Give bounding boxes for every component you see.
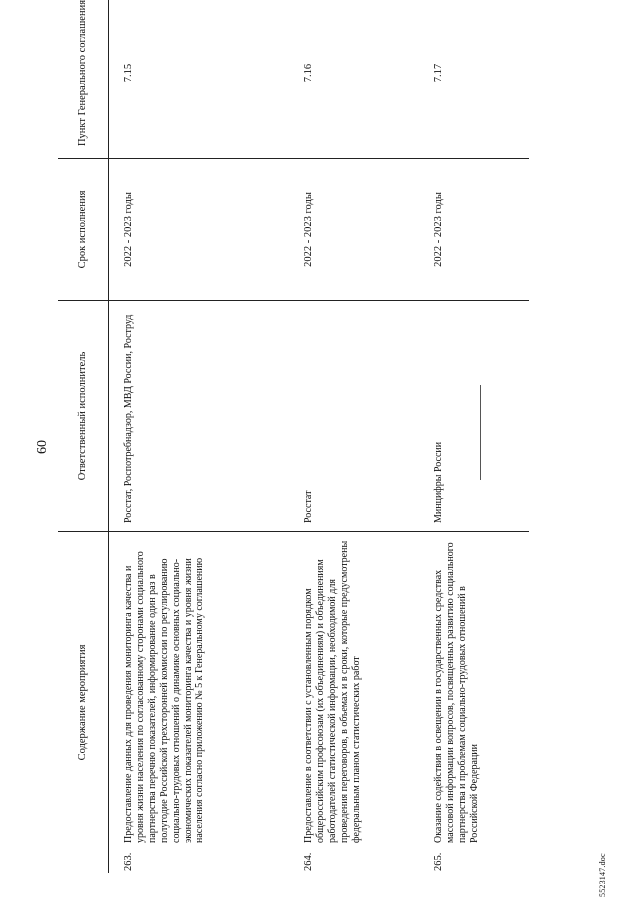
- row-number: 264.: [303, 852, 314, 871]
- row-content-text: Оказание содействия в освещении в государственных средствах массовой информации вопросов, посвященных развитию социального партнерства и проблемам социально-трудовых отношений в Российской Федерации: [433, 542, 480, 843]
- row-content-cell: [289, 532, 419, 874]
- table-row: [419, 0, 529, 873]
- row-executor-text: Росстат: [303, 490, 314, 523]
- row-deadline-cell: [109, 159, 290, 301]
- row-deadline-cell: [419, 159, 529, 301]
- page-number: 60: [35, 440, 50, 454]
- measures-table: [58, 0, 529, 873]
- row-executor-cell: [419, 301, 529, 532]
- row-deadline-text: 2022 - 2023 годы: [303, 192, 314, 267]
- row-executor-cell: [109, 301, 290, 532]
- document-filename: 5523147.doc: [598, 853, 607, 897]
- row-number: 265.: [433, 852, 444, 871]
- row-point-text: 7.16: [303, 63, 314, 83]
- row-point-text: 7.15: [123, 63, 134, 83]
- table-row: [289, 0, 419, 873]
- row-point-text: 7.17: [433, 63, 444, 83]
- row-number: 263.: [123, 852, 134, 871]
- header-executor: Ответственный исполнитель: [58, 301, 109, 532]
- header-content: Содержание мероприятия: [58, 532, 109, 874]
- row-deadline-text: 2022 - 2023 годы: [433, 192, 444, 267]
- row-content-text: Предоставление в соответствии с установленным порядком общероссийским профсоюзам (их объединениям) и объединениям работодателей статистической информации, необходимой для проведения переговоров, в объемах и в сроки, которые предусмотрены федеральным планом статистических работ: [303, 540, 362, 843]
- row-point-cell: [109, 0, 290, 159]
- row-content-cell: [419, 532, 529, 874]
- separator-line: [480, 385, 481, 480]
- table-header-row: [58, 0, 109, 873]
- table-row: [109, 0, 290, 873]
- header-deadline: Срок исполнения: [58, 159, 109, 301]
- row-content-text: Предоставление данных для проведения мониторинга качества и уровня жизни населения по согласованному сторонами социального партнерства перечню показателей, информирование один раз в полугодие Российской трехсторонней комиссии по регулированию социально-трудовых отношений о динамике основных социально-экономических показателей мониторинга качества и уровня жизни населения согласно приложению № 5 к Генеральному соглашению: [123, 551, 206, 843]
- row-point-cell: [419, 0, 529, 159]
- row-executor-text: Росстат, Роспотребнадзор, МВД России, Роструд: [123, 314, 134, 523]
- header-agreement-point: Пункт Генерального соглашения: [58, 0, 109, 159]
- row-executor-text: Минцифры России: [433, 441, 444, 523]
- row-deadline-text: 2022 - 2023 годы: [123, 192, 134, 267]
- row-point-cell: [289, 0, 419, 159]
- row-deadline-cell: [289, 159, 419, 301]
- row-executor-cell: [289, 301, 419, 532]
- row-content-cell: [109, 532, 290, 874]
